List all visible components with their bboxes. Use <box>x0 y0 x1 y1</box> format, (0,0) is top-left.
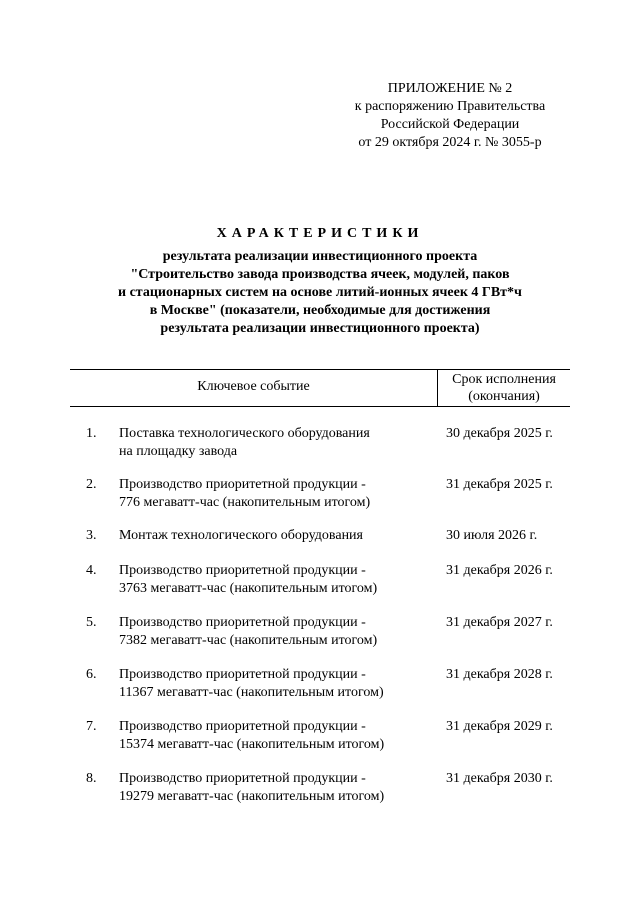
row-number: 7. <box>86 719 97 734</box>
appendix-block <box>330 80 570 152</box>
row-number: 8. <box>86 771 97 786</box>
row-number: 5. <box>86 615 97 630</box>
row-deadline: 31 декабря 2026 г. <box>446 563 553 578</box>
table-header-deadline-line: (окончания) <box>468 389 540 404</box>
heading-subtitle <box>60 248 580 338</box>
row-event <box>119 718 439 754</box>
row-event-line: Производство приоритетной продукции - <box>119 615 366 630</box>
row-event <box>119 666 439 702</box>
row-event-line: 11367 мегаватт-час (накопительным итогом) <box>119 685 384 700</box>
row-event <box>119 425 439 461</box>
row-event <box>119 562 439 598</box>
row-event-line: Производство приоритетной продукции - <box>119 771 366 786</box>
document-heading <box>60 224 580 338</box>
row-event-line: 15374 мегаватт-час (накопительным итогом) <box>119 737 385 752</box>
row-event <box>119 770 439 806</box>
row-deadline: 31 декабря 2027 г. <box>446 615 553 630</box>
heading-subtitle-line: в Москве" (показатели, необходимые для достижения <box>149 303 491 318</box>
heading-subtitle-line: результата реализации инвестиционного проекта) <box>160 321 480 336</box>
row-event-line: 3763 мегаватт-час (накопительным итогом) <box>119 581 378 596</box>
table-header-event: Ключевое событие <box>197 379 310 394</box>
row-event-line: Производство приоритетной продукции - <box>119 719 366 734</box>
row-event-line: Производство приоритетной продукции - <box>119 563 366 578</box>
row-event <box>119 476 439 512</box>
row-number: 1. <box>86 426 97 441</box>
appendix-line: ПРИЛОЖЕНИЕ № 2 <box>387 81 513 96</box>
row-event-line: 19279 мегаватт-час (накопительным итогом) <box>119 789 385 804</box>
table-header-deadline <box>438 371 570 405</box>
row-event-line: 776 мегаватт-час (накопительным итогом) <box>119 495 371 510</box>
row-event-line: 7382 мегаватт-час (накопительным итогом) <box>119 633 378 648</box>
row-deadline: 30 декабря 2025 г. <box>446 426 553 441</box>
heading-subtitle-line: результата реализации инвестиционного проекта <box>162 249 478 264</box>
row-deadline: 31 декабря 2029 г. <box>446 719 553 734</box>
row-deadline: 31 декабря 2025 г. <box>446 477 553 492</box>
row-deadline: 31 декабря 2028 г. <box>446 667 553 682</box>
table-header-border <box>70 406 570 407</box>
row-number: 6. <box>86 667 97 682</box>
appendix-line: от 29 октября 2024 г. № 3055-р <box>358 135 542 150</box>
heading-subtitle-line: "Строительство завода производства ячеек, модулей, паков <box>130 267 510 282</box>
row-number: 4. <box>86 563 97 578</box>
heading-subtitle-line: и стационарных систем на основе литий-ионных ячеек 4 ГВт*ч <box>118 285 522 300</box>
appendix-line: к распоряжению Правительства <box>354 99 546 114</box>
row-event-line: на площадку завода <box>119 444 238 459</box>
row-event-line: Монтаж технологического оборудования <box>119 528 363 543</box>
row-event-line: Производство приоритетной продукции - <box>119 667 366 682</box>
row-number: 3. <box>86 528 97 543</box>
row-event-line: Поставка технологического оборудования <box>119 426 370 441</box>
row-number: 2. <box>86 477 97 492</box>
table-top-border <box>70 369 570 370</box>
row-event-line: Производство приоритетной продукции - <box>119 477 366 492</box>
table-header-deadline-line: Срок исполнения <box>452 372 556 387</box>
row-event <box>119 614 439 650</box>
row-deadline: 31 декабря 2030 г. <box>446 771 553 786</box>
heading-title: ХАРАКТЕРИСТИКИ <box>216 226 424 241</box>
row-event <box>119 527 439 545</box>
row-deadline: 30 июля 2026 г. <box>446 528 538 543</box>
appendix-line: Российской Федерации <box>380 117 520 132</box>
